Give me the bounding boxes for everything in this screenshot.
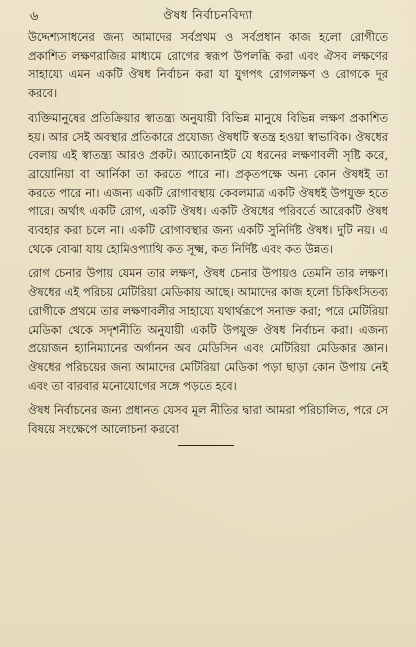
paragraph: উদ্দেশ্যসাধনের জন্য আমাদের সর্বপ্রথম ও সর্বপ্রধান কাজ হলো রোগীতে প্রকাশিত লক্ষণরাজির মাধ্যমে রোগের স্বরূপ উপলব্ধি করা এবং ঐসব লক্ষণের সাহায্যে এমন একটি ঔষধ নির্বাচন করা যা যুগপৎ রোগলক্ষণ ও রোগকে দূর করবে। — [28, 30, 388, 101]
page-header — [28, 6, 388, 28]
paragraph: রোগ চেনার উপায় যেমন তার লক্ষণ, ঔষধ চেনার উপায়ও তেমনি তার লক্ষণ। ঔষধের এই পরিচয় মেটিরিয়া মেডিকায় আছে। আমাদের কাজ হলো চিকিৎসিতব্য রোগীকে প্রথমে তার লক্ষণাবলীর সাহায্যে যথার্থরূপে সনাক্ত করা; পরে মেটিরিয়া মেডিকা থেকে সদৃশনীতি অনুযায়ী একটি উপযুক্ত ঔষধ নির্বাচন করা। এজন্য প্রয়োজন হ্যানিম্যানের অর্গানন অব মেডিসিন এবং মেটিরিয়া মেডিকার জ্ঞান। ঔষধের পরিচয়ের জন্য আমাদের মেটিরিয়া মেডিকা পড়া ছাড়া কোন উপায় নেই এবং তা বারবার মনোযোগের সঙ্গে পড়তে হবে। — [28, 266, 388, 393]
running-title: ঔষধ নির্বাচনবিদ্যা — [163, 8, 253, 22]
page-number: ৬ — [30, 9, 39, 24]
section-end-rule — [178, 445, 234, 446]
paragraph: ব্যক্তিমানুষের প্রতিক্রিয়ার স্বাতন্ত্র্য অনুযায়ী বিভিন্ন মানুষে বিভিন্ন লক্ষণ প্রকাশিত হয়। আর সেই অবস্থার প্রতিকারে প্রযোজ্য ঔষধটি স্বতন্ত্র হওয়া স্বাভাবিক। ঔষধের বেলায় এই স্বাতন্ত্র্য আরও প্রকট। অ্যাকোনাইট যে ধরনের লক্ষণাবলী সৃষ্টি করে, ব্রায়োনিয়া বা আর্নিকা তা করতে পারে না। প্রকৃতপক্ষে অন্য কোন ঔষধই তা করতে পারে না। এজন্য একটি রোগাবস্থায় কেবলমাত্র একটি ঔষধই উপযুক্ত হতে পারে। অর্থাৎ একটি রোগ, একটি ঔষধ। একটি ঔষধের পরিবর্তে আরেকটি ঔষধ ব্যবহার করা চলে না। একটি রোগাবস্থার জন্য একটি সুনির্দিষ্ট ঔষধ। দুটি নয়। এ থেকে বোঝা যায় হোমিওপ্যাথি কত সূক্ষ্ম, কত নির্দিষ্ট এবং কত উন্নত। — [28, 110, 388, 256]
paragraph: ঔষধ নির্বাচনের জন্য প্রধানত যেসব মূল নীতির দ্বারা আমরা পরিচালিত, পরে সে বিষয়ে সংক্ষেপে আলোচনা করবো — [28, 403, 388, 437]
body-text — [28, 28, 388, 439]
